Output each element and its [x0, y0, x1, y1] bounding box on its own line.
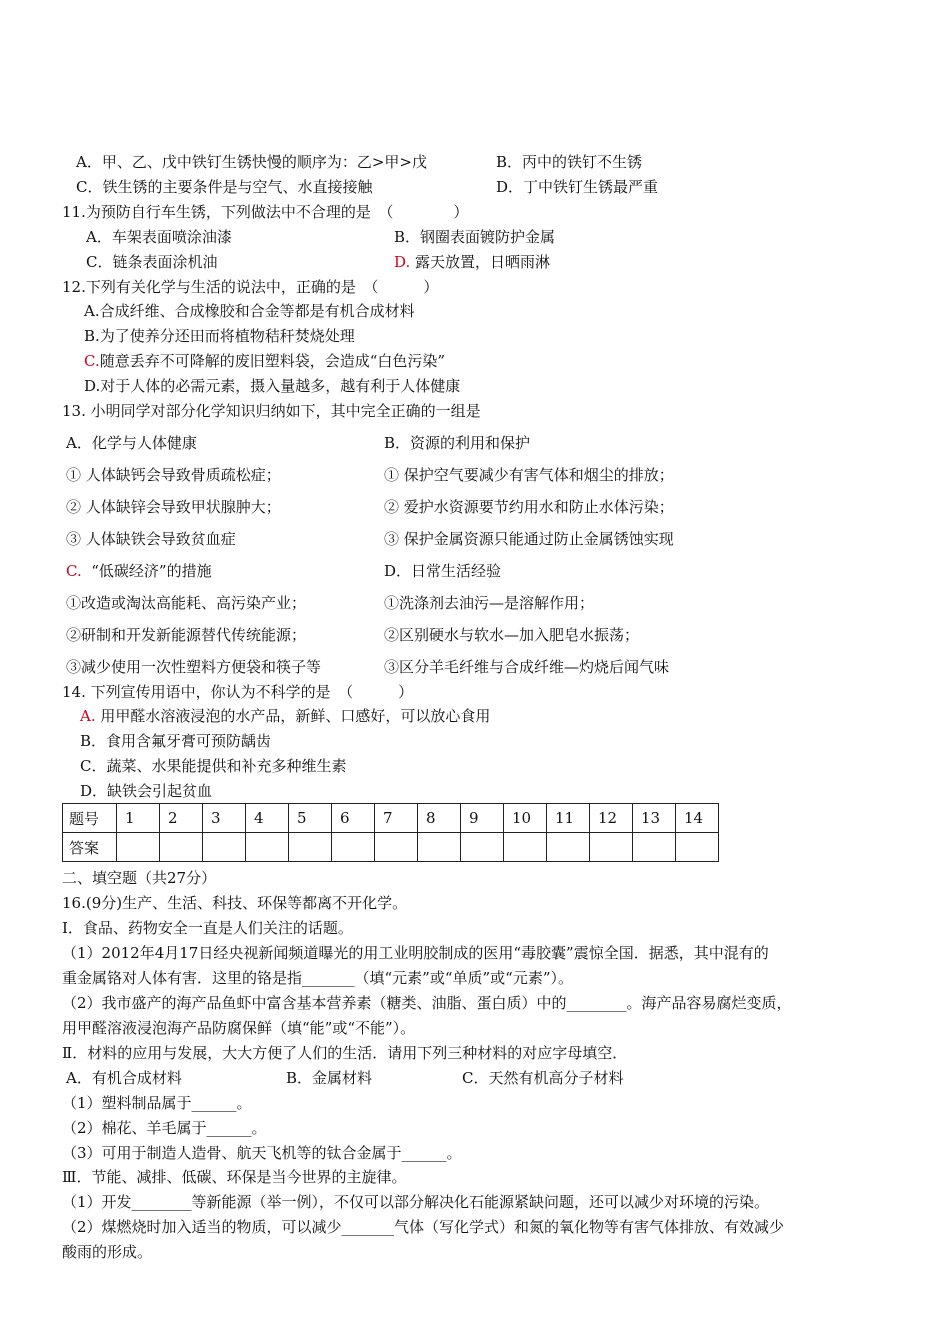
q13-d-item-3: ③区分羊毛纤维与合成纤维—灼烧后闻气味: [384, 658, 670, 676]
question-number-cell: 2: [160, 804, 203, 833]
q13-c-item-2: ②研制和开发新能源替代传统能源；: [66, 626, 307, 644]
question-number-cell: 6: [332, 804, 375, 833]
part-1-question-2-line-1: （2）我市盛产的海产品鱼虾中富含基本营养素（糖类、油脂、蛋白质）中的________。海产品容易腐烂变质，: [62, 994, 792, 1012]
part-2-question-3: （3）可用于制造人造骨、航天飞机等的钛合金属于______。: [62, 1144, 462, 1162]
question-number-cell: 12: [590, 804, 633, 833]
answer-table-row2-label: 答案: [63, 833, 117, 862]
part-2-option-b: B．金属材料: [286, 1069, 373, 1087]
q14-answer-letter: A.: [80, 707, 96, 725]
answer-cell[interactable]: [375, 833, 418, 862]
q13-stem: 13. 小明同学对部分化学知识归纳如下，其中完全正确的一组是: [62, 402, 481, 420]
q13-a-item-2: ② 人体缺锌会导致甲状腺肿大；: [66, 498, 281, 516]
question-number-cell: 4: [246, 804, 289, 833]
q11-option-b: B．钢圈表面镀防护金属: [394, 228, 556, 246]
q12-option-b: B.为了使养分还田而将植物秸秆焚烧处理: [84, 327, 355, 345]
q12-answer-letter: C.: [84, 352, 100, 370]
answer-table-header-row: [63, 804, 719, 833]
q14-option-a-text: 用甲醛水溶液浸泡的水产品，新鲜、口感好，可以放心食用: [100, 707, 491, 725]
q14-stem: 14. 下列宣传用语中，你认为不科学的是 （ ）: [62, 683, 414, 701]
part-3-question-2-line-2: 酸雨的形成。: [62, 1243, 153, 1261]
q12-option-d: D.对于人体的必需元素，摄入量越多，越有利于人体健康: [84, 377, 461, 395]
q13-b-item-3: ③ 保护金属资源只能通过防止金属锈蚀实现: [384, 530, 674, 548]
question-number-cell: 8: [418, 804, 461, 833]
question-number-cell: 13: [633, 804, 676, 833]
answer-table-answer-row: [63, 833, 719, 862]
q13-a-title: A．化学与人体健康: [66, 434, 197, 452]
q13-b-item-2: ② 爱护水资源要节约用水和防止水体污染；: [384, 498, 674, 516]
q14-option-b: B．食用含氟牙膏可预防龋齿: [80, 732, 272, 750]
answer-cell[interactable]: [418, 833, 461, 862]
part-1-question-1-line-1: （1）2012年4月17日经央视新闻频道曝光的用工业明胶制成的医用“毒胶囊”震惊全国．据悉，其中混有的: [62, 944, 769, 962]
question-number-cell: 1: [117, 804, 160, 833]
q13-c-item-1: ①改造或淘汰高能耗、高污染产业；: [66, 594, 307, 612]
q13-c-item-3: ③减少使用一次性塑料方便袋和筷子等: [66, 658, 322, 676]
q10-option-c: C．铁生锈的主要条件是与空气、水直接接触: [76, 178, 373, 196]
answer-cell[interactable]: [246, 833, 289, 862]
q13-c-title-text: “低碳经济”的措施: [91, 562, 212, 580]
part-2-option-c: C．天然有机高分子材料: [462, 1069, 624, 1087]
q13-a-item-1: ① 人体缺钙会导致骨质疏松症；: [66, 466, 281, 484]
answer-table-row1-label: 题号: [63, 804, 117, 833]
q11-stem: 11.为预防自行车生锈，下列做法中不合理的是 （ ）: [62, 203, 469, 221]
q12-option-a: A.合成纤维、合成橡胶和合金等都是有机合成材料: [84, 302, 415, 320]
part-2-title: Ⅱ．材料的应用与发展，大大方便了人们的生活．请用下列三种材料的对应字母填空．: [62, 1044, 628, 1062]
part-1-question-1-line-2: 重金属铬对人体有害．这里的铬是指_______（填“元素”或“单质”或“元素”）。: [62, 969, 574, 987]
question-number-cell: 7: [375, 804, 418, 833]
section-2-title: 二、填空题（共27分）: [62, 869, 217, 887]
answer-cell[interactable]: [203, 833, 246, 862]
question-number-cell: 11: [547, 804, 590, 833]
question-number-cell: 10: [504, 804, 547, 833]
part-2-option-a: A．有机合成材料: [66, 1069, 182, 1087]
q13-b-item-1: ① 保护空气要减少有害气体和烟尘的排放；: [384, 466, 674, 484]
answer-cell[interactable]: [160, 833, 203, 862]
answer-table: [62, 803, 719, 862]
q11-option-c: C．链条表面涂机油: [86, 253, 218, 271]
q12-stem: 12.下列有关化学与生活的说法中，正确的是 （ ）: [62, 278, 439, 296]
answer-cell[interactable]: [117, 833, 160, 862]
q12-option-c: [84, 350, 445, 372]
q10-option-b: B．丙中的铁钉不生锈: [496, 153, 643, 171]
part-2-question-1: （1）塑料制品属于______。: [62, 1094, 252, 1112]
part-3-question-1: （1）开发________等新能源（举一例），不仅可以部分解决化石能源紧缺问题，还可以减少对环境的污染。: [62, 1193, 770, 1211]
answer-cell[interactable]: [633, 833, 676, 862]
answer-cell[interactable]: [332, 833, 375, 862]
q11-option-a: A．车架表面喷涂油漆: [86, 228, 232, 246]
part-3-question-2-line-1: （2）煤燃烧时加入适当的物质，可以减少_______气体（写化学式）和氮的氧化物等有害气体排放、有效减少: [62, 1218, 785, 1236]
q13-a-item-3: ③ 人体缺铁会导致贫血症: [66, 530, 236, 548]
part-1-question-2-line-2: 用甲醛溶液浸泡海产品防腐保鲜（填“能”或“不能”）。: [62, 1019, 416, 1037]
question-number-cell: 5: [289, 804, 332, 833]
q11-option-d: [394, 251, 550, 273]
q13-answer-letter: C.: [66, 562, 82, 580]
q11-option-d-text: 露天放置，日晒雨淋: [415, 253, 551, 271]
q13-c-title: [66, 560, 212, 582]
answer-cell[interactable]: [289, 833, 332, 862]
answer-cell[interactable]: [461, 833, 504, 862]
q10-option-a: A．甲、乙、戊中铁钉生锈快慢的顺序为：乙>甲>戊: [76, 153, 427, 171]
q13-d-item-1: ①洗涤剂去油污—是溶解作用；: [384, 594, 595, 612]
q10-option-d: D．丁中铁钉生锈最严重: [496, 178, 659, 196]
q16-stem: 16.(9分)生产、生活、科技、环保等都离不开化学。: [62, 894, 408, 912]
answer-cell[interactable]: [676, 833, 719, 862]
answer-cell[interactable]: [547, 833, 590, 862]
answer-cell[interactable]: [504, 833, 547, 862]
q13-d-item-2: ②区别硬水与软水—加入肥皂水振荡；: [384, 626, 640, 644]
question-number-cell: 3: [203, 804, 246, 833]
part-1-title: Ⅰ．食品、药物安全一直是人们关注的话题。: [62, 919, 353, 937]
part-3-title: Ⅲ．节能、减排、低碳、环保是当今世界的主旋律。: [62, 1168, 407, 1186]
q11-answer-letter: D.: [394, 253, 411, 271]
q13-b-title: B．资源的利用和保护: [384, 434, 531, 452]
question-number-cell: 14: [676, 804, 719, 833]
q13-d-title: D．日常生活经验: [384, 562, 502, 580]
part-2-question-2: （2）棉花、羊毛属于______。: [62, 1119, 267, 1137]
q12-option-c-text: 随意丢弃不可降解的废旧塑料袋，会造成“白色污染”: [99, 352, 446, 370]
question-number-cell: 9: [461, 804, 504, 833]
answer-cell[interactable]: [590, 833, 633, 862]
q14-option-c: C．蔬菜、水果能提供和补充多种维生素: [80, 757, 347, 775]
q14-option-d: D．缺铁会引起贫血: [80, 782, 213, 800]
q14-option-a: [80, 705, 490, 727]
